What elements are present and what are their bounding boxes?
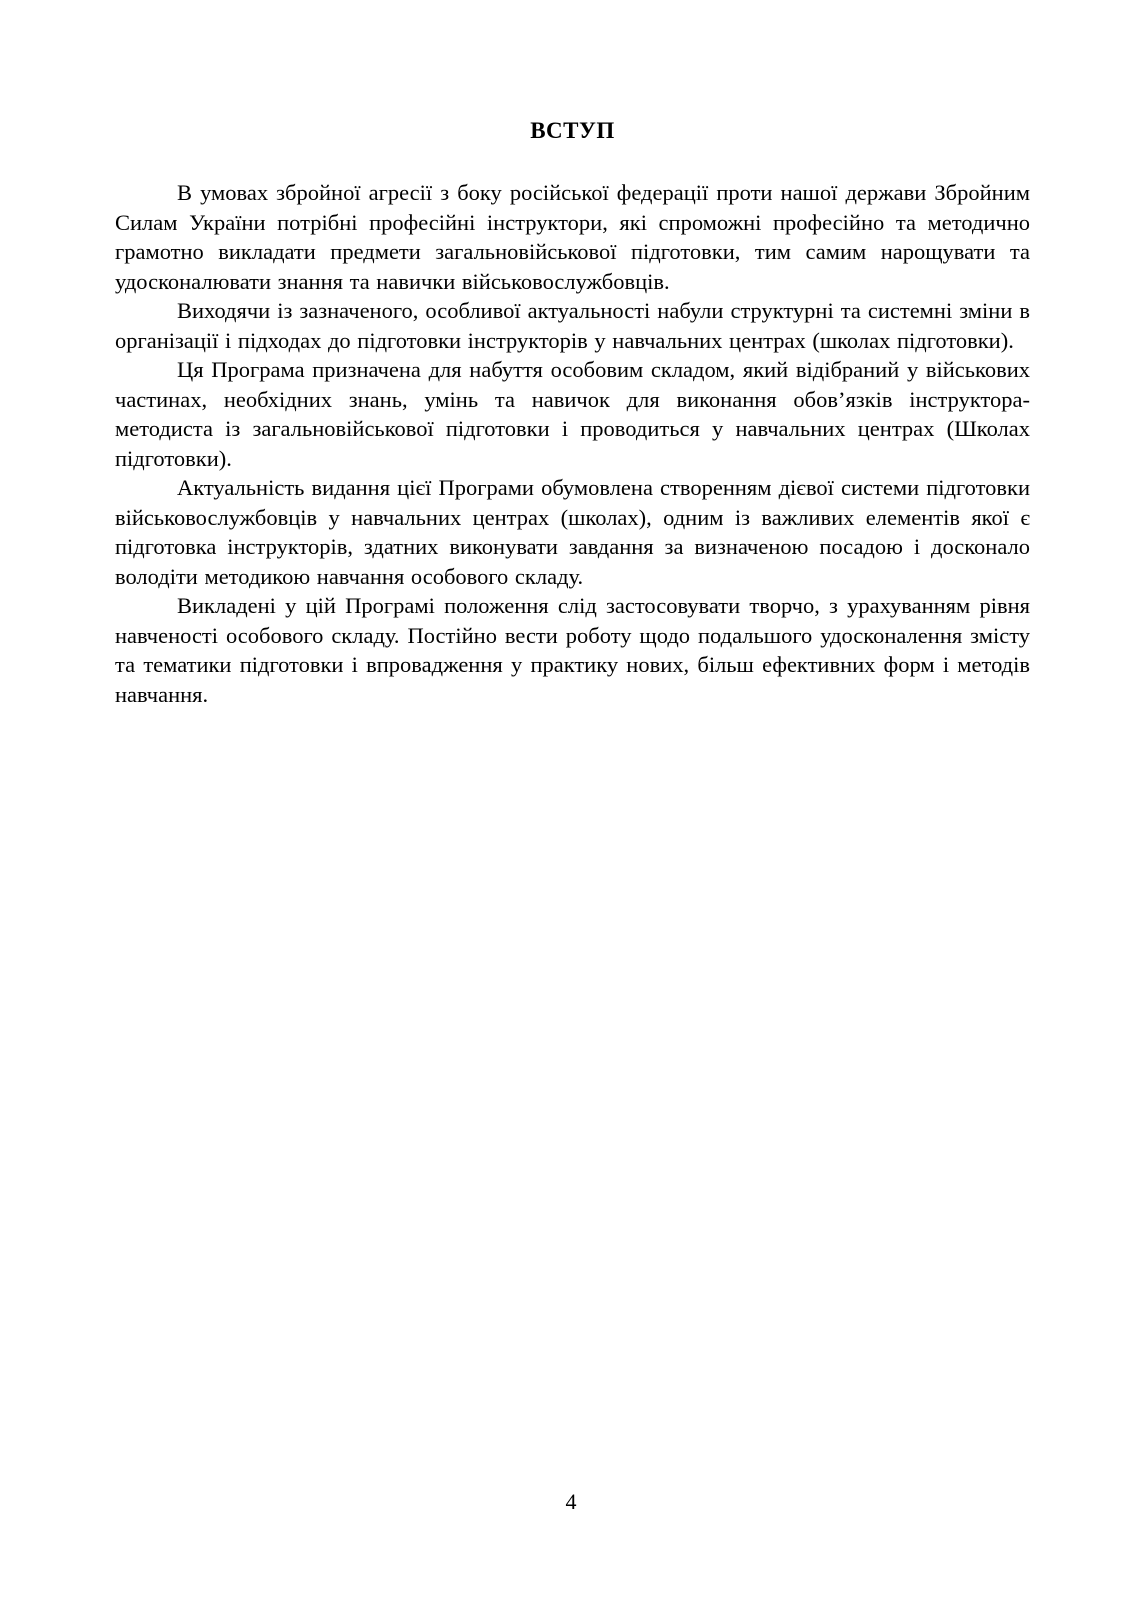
paragraph: Ця Програма призначена для набуття особовим складом, який відібраний у військових частинах, необхідних знань, умінь та навичок для виконання обов’язків інструктора-методиста із загальновійськової підготовки і проводиться у навчальних центрах (Школах підготовки). (115, 357, 1030, 471)
paragraph: Викладені у цій Програмі положення слід застосовувати творчо, з урахуванням рівня навченості особового складу. Постійно вести роботу щодо подальшого удосконалення змісту та тематики підготовки і впровадження у практику нових, більш ефективних форм і методів навчання. (115, 593, 1030, 707)
document-body (115, 178, 1030, 709)
paragraph: Виходячи із зазначеного, особливої актуальності набули структурні та системні зміни в організації і підходах до підготовки інструкторів у навчальних центрах (школах підготовки). (115, 298, 1030, 353)
page-title: ВСТУП (530, 118, 615, 143)
paragraph: В умовах збройної агресії з боку російської федерації проти нашої держави Збройним Силам України потрібні професійні інструктори, які спроможні професійно та методично грамотно викладати предмети загальновійськової підготовки, тим самим нарощувати та удосконалювати знання та навички військовослужбовців. (115, 180, 1030, 294)
paragraph: Актуальність видання цієї Програми обумовлена створенням дієвої системи підготовки військовослужбовців у навчальних центрах (школах), одним із важливих елементів якої є підготовка інструкторів, здатних виконувати завдання за визначеною посадою і досконало володіти методикою навчання особового складу. (115, 475, 1030, 589)
page-number: 4 (565, 1489, 577, 1514)
page-content (115, 118, 1030, 709)
